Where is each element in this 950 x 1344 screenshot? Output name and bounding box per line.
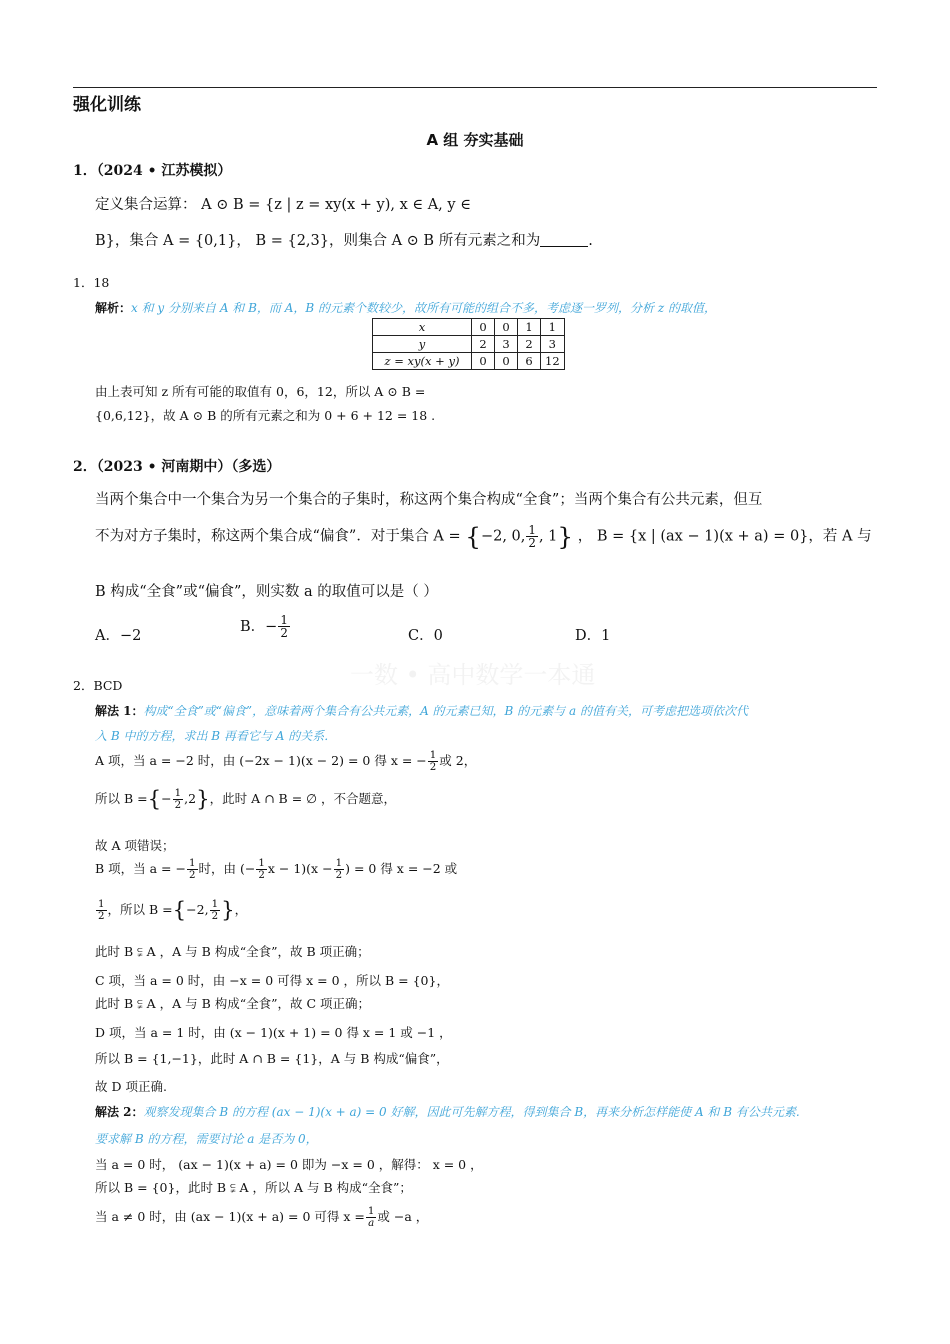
top-rule xyxy=(73,87,877,88)
m2-line1: 当 a = 0 时， (ax − 1)(x + a) = 0 即为 −x = 0 ，解得： x = 0 ， xyxy=(95,1157,483,1172)
fraction-half xyxy=(173,788,184,811)
b-line2-set: −2, xyxy=(186,902,209,917)
method1-label: 解法 1： xyxy=(95,704,144,718)
c-line1: C 项，当 a = 0 时，由 −x = 0 可得 x = 0 ，所以 B = {0}， xyxy=(95,973,449,988)
a1-conclusion-1: 由上表可知 z 所有可能的取值有 0，6，12，所以 A ⊙ B = xyxy=(95,384,426,399)
fraction-half xyxy=(334,858,345,881)
fraction-numerator: 1 xyxy=(367,1205,375,1217)
table-cell: 0 xyxy=(495,353,518,370)
fraction-numerator: 1 xyxy=(174,787,182,800)
b-line2-text: ，所以 B = xyxy=(107,902,173,917)
table-row-head: y xyxy=(373,336,472,353)
right-brace: } xyxy=(557,522,574,551)
a-line1-text: A 项，当 a = −2 时，由 (−2x − 1)(x − 2) = 0 得 x = − xyxy=(95,752,427,768)
table-row xyxy=(373,319,565,336)
b-line1-end: ) = 0 得 x = −2 或 xyxy=(345,860,458,876)
a-line2-text: 所以 B = xyxy=(95,791,148,806)
fraction-numerator: 1 xyxy=(188,857,196,869)
q1-line1: 定义集合运算： A ⊙ B = {z | z = xy(x + y), x ∈ A, y ∈ xyxy=(95,197,471,213)
table-cell: 2 xyxy=(518,336,541,353)
fraction-half xyxy=(96,899,107,922)
option-d: D．1 xyxy=(575,628,611,644)
table-row-head: x xyxy=(373,319,472,336)
fraction-denominator: 2 xyxy=(174,799,182,811)
fraction-numerator: 1 xyxy=(528,522,536,537)
a1-analysis-label: 解析： xyxy=(95,301,132,315)
fraction-one-over-a xyxy=(366,1206,377,1229)
table-cell: 0 xyxy=(472,319,495,336)
table-cell: 12 xyxy=(541,353,565,370)
q2-line1: 当两个集合中一个集合为另一个集合的子集时，称这两个集合构成“全食”；当两个集合有公共元素，但互 xyxy=(95,492,763,508)
left-brace: { xyxy=(465,522,481,551)
fraction-denominator: 2 xyxy=(188,868,196,881)
q2-line2 xyxy=(95,522,872,551)
table-cell: 6 xyxy=(518,353,541,370)
q1-line2-end: . xyxy=(588,233,593,249)
a-line1-end: 或 2， xyxy=(439,752,477,768)
fraction-denominator: a xyxy=(368,1216,375,1229)
fraction-numerator: 1 xyxy=(258,857,265,869)
answer-blank xyxy=(540,232,588,247)
table-cell: 0 xyxy=(495,319,518,336)
option-c: C．0 xyxy=(408,628,443,644)
a-line2-set: ,2 xyxy=(184,791,197,806)
option-b-label: B．− xyxy=(240,618,278,635)
b-line3: 此时 B ⫋ A ，A 与 B 构成“全食”，故 B 项正确； xyxy=(95,944,370,959)
a1-conclusion-2: {0,6,12}，故 A ⊙ B 的所有元素之和为 0 + 6 + 12 = 18 . xyxy=(95,408,436,423)
table-row xyxy=(373,336,565,353)
method1-note-2: 入 B 中的方程，求出 B 再看它与 A 的关系． xyxy=(95,729,337,743)
fraction-half xyxy=(526,524,538,550)
a2-answer: 2．BCD xyxy=(73,678,123,693)
fraction-half xyxy=(278,614,290,640)
table-cell: 3 xyxy=(541,336,565,353)
q1-line2 xyxy=(95,229,593,250)
d-line2: 所以 B = {1,−1}，此时 A ∩ B = {1}，A 与 B 构成“偏食”， xyxy=(95,1051,449,1066)
q2-line2-text: 不为对方子集时，称这两个集合成“偏食”．对于集合 A = xyxy=(95,528,461,545)
m2-line2: 所以 B = {0}，此时 B ⫋ A ，所以 A 与 B 构成“全食”； xyxy=(95,1180,412,1195)
q2-line2-rest: ， B = {x | (ax − 1)(x + a) = 0}，若 A 与 xyxy=(577,528,872,545)
option-a: A．−2 xyxy=(95,628,142,644)
fraction-numerator: 1 xyxy=(280,613,288,627)
a-line2: 所以 B ={− $\frac{1}{2}$ ,2}，此时 A ∩ B = ∅ ，不合题意， xyxy=(95,787,397,812)
a1-analysis xyxy=(95,299,716,316)
q1-line2-text: B}，集合 A = {0,1}， B = {2,3}，则集合 A ⊙ B 所有元素之和为 xyxy=(95,233,541,249)
method1-note-1: 构成“全食”或“偏食”，意味着两个集合有公共元素，A 的元素已知，B 的元素与 a 的值有关，可考虑把选项依次代 xyxy=(143,704,748,718)
m2-line3-end: 或 −a ， xyxy=(377,1208,429,1224)
fraction-half xyxy=(428,750,439,773)
watermark: 一数 • 高中数学一本通 xyxy=(350,661,596,689)
method2-label: 解法 2： xyxy=(95,1105,144,1119)
group-title: A 组 夯实基础 xyxy=(426,131,524,149)
a1-answer: 1．18 xyxy=(73,275,110,290)
set-a-part2: , 1 xyxy=(538,528,558,545)
b-line1-mid2: x − 1)(x − xyxy=(267,860,333,876)
a2-method2-note xyxy=(95,1103,800,1120)
fraction-denominator: 2 xyxy=(528,536,536,550)
right-brace: } xyxy=(196,787,210,812)
a-line1 xyxy=(95,750,476,773)
b-line1-mid: 时，由 (− xyxy=(198,860,256,876)
q2-line3: B 构成“全食”或“偏食”，则实数 a 的取值可以是（ ） xyxy=(95,584,438,600)
fraction-numerator: 1 xyxy=(211,898,219,911)
fraction-numerator: 1 xyxy=(98,898,105,911)
b-line2: $\frac{1}{2}$ ，所以 B ={−2, $\frac{1}{2}$ }， xyxy=(98,898,248,923)
method2-note-1: 观察发现集合 B 的方程 (ax − 1)(x + a) = 0 好解，因此可先解方程，得到集合 B，再来分析怎样能使 A 和 B 有公共元素. xyxy=(143,1105,800,1119)
m2-line3-text: 当 a ≠ 0 时，由 (ax − 1)(x + a) = 0 可得 x = xyxy=(95,1208,365,1224)
table-row-head: z = xy(x + y) xyxy=(373,353,472,370)
table-cell: 1 xyxy=(518,319,541,336)
a-line3: 故 A 项错误； xyxy=(95,838,175,853)
fraction-denominator: 2 xyxy=(335,868,343,881)
d-line1: D 项，当 a = 1 时，由 (x − 1)(x + 1) = 0 得 x = 1 或 −1 ， xyxy=(95,1025,452,1040)
a2-method1-note xyxy=(95,702,748,719)
fraction-half xyxy=(210,899,221,922)
m2-line3 xyxy=(95,1206,428,1229)
b-line1 xyxy=(95,858,457,881)
b-line1-text: B 项，当 a = − xyxy=(95,860,186,876)
fraction-half xyxy=(187,858,198,881)
right-brace: } xyxy=(221,898,235,923)
table-row xyxy=(373,353,565,370)
table-cell: 1 xyxy=(541,319,565,336)
fraction-numerator: 1 xyxy=(429,749,437,761)
fraction-half xyxy=(256,858,267,881)
a-line2-end: ，此时 A ∩ B = ∅ ，不合题意， xyxy=(209,791,397,806)
fraction-denominator: 2 xyxy=(258,868,265,881)
d-line3: 故 D 项正确. xyxy=(95,1079,167,1094)
left-brace: { xyxy=(147,787,162,812)
method2-note-2: 要求解 B 的方程，需要讨论 a 是否为 0， xyxy=(95,1132,318,1146)
values-table xyxy=(372,318,565,370)
table-cell: 0 xyxy=(472,353,495,370)
fraction-denominator: 2 xyxy=(211,910,219,922)
table-cell: 3 xyxy=(495,336,518,353)
left-brace: { xyxy=(172,898,187,923)
fraction-numerator: 1 xyxy=(335,857,343,869)
c-line2: 此时 B ⫋ A ，A 与 B 构成“全食”，故 C 项正确； xyxy=(95,996,371,1011)
q2-heading: 2．（2023 • 河南期中）（多选） xyxy=(73,459,281,475)
table-cell: 2 xyxy=(472,336,495,353)
a1-analysis-note: x 和 y 分别来自 A 和 B，而 A，B 的元素个数较少，故所有可能的组合不多，考虑逐一罗列，分析 z 的取值， xyxy=(131,301,717,315)
option-b xyxy=(240,614,291,640)
q1-heading: 1．（2024 • 江苏模拟） xyxy=(73,163,232,179)
fraction-denominator: 2 xyxy=(429,760,437,773)
set-a-part1: −2, 0, xyxy=(480,528,526,545)
fraction-denominator: 2 xyxy=(280,626,288,641)
fraction-denominator: 2 xyxy=(98,910,105,922)
section-title: 强化训练 xyxy=(73,95,141,115)
